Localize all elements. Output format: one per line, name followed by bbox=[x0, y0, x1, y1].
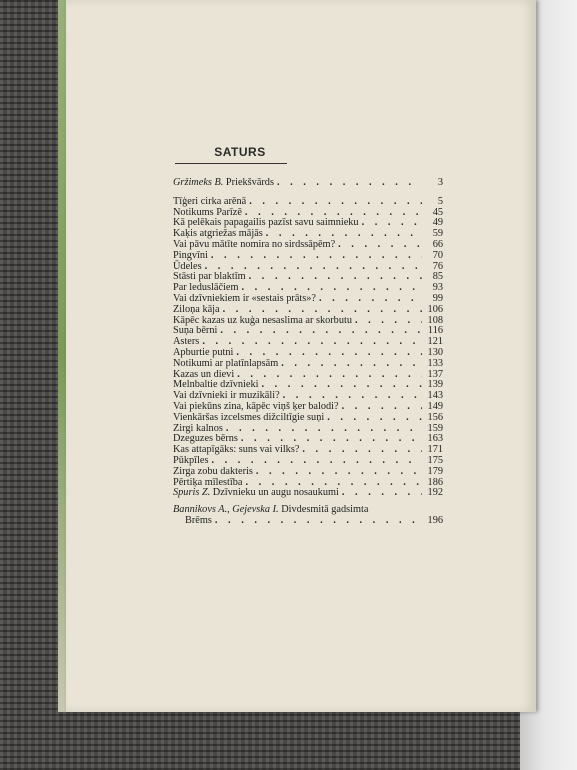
toc-heading: SATURS bbox=[214, 145, 266, 159]
toc-entry bbox=[173, 488, 443, 499]
toc-entry-title-text: Notikums Parīzē bbox=[173, 206, 242, 218]
toc-entry-title-text: Kā pelēkais papagailis pazīst savu saimnieku bbox=[173, 217, 359, 229]
toc-entry-page: 186 bbox=[427, 476, 443, 488]
toc-leader-dots bbox=[355, 316, 422, 327]
toc-leader-dots bbox=[237, 370, 422, 381]
toc-entry-page: 99 bbox=[432, 292, 443, 304]
toc-entry-page: 116 bbox=[427, 325, 443, 337]
toc-entry-title-text: Ūdeles bbox=[173, 260, 202, 272]
toc-entry-title-text: Ziloņa kāja bbox=[173, 303, 220, 315]
toc-entry-page: 49 bbox=[432, 217, 443, 229]
toc-leader-dots bbox=[342, 488, 422, 499]
toc-entry-page: 133 bbox=[427, 357, 443, 369]
toc-entry-page: 179 bbox=[427, 465, 443, 477]
toc-leader-dots bbox=[249, 197, 422, 208]
toc-entry-page: 66 bbox=[432, 238, 443, 250]
toc-leader-dots bbox=[319, 294, 422, 305]
toc-entry-title-text: Priekšvārds bbox=[225, 177, 274, 188]
toc-entry-title-text: Vai piekūns zina, kāpēc viņš ķer balodi? bbox=[173, 400, 339, 412]
toc-entry-page: 106 bbox=[427, 303, 443, 315]
toc-entry-title-text: Vai pāvu mātīte nomira no sirdssāpēm? bbox=[173, 238, 336, 250]
toc-entry-page: 3 bbox=[437, 177, 443, 188]
toc-entry-title-text: Vai dzīvnieki ir muzikāli? bbox=[173, 390, 280, 402]
toc-entry bbox=[173, 178, 443, 189]
heading-underline bbox=[175, 163, 287, 164]
toc-entry-page: 192 bbox=[427, 487, 443, 499]
toc-leader-dots bbox=[327, 413, 422, 424]
toc-entry-title-text: Kaķis atgriežas mājās bbox=[173, 228, 263, 240]
toc-entry-page: 108 bbox=[427, 314, 443, 326]
toc-entry-page: 137 bbox=[427, 368, 443, 380]
toc-entry-title-text: Tīģeri cirka arēnā bbox=[173, 195, 247, 207]
toc-entry-title-text: Notikumi ar platīnlapsām bbox=[173, 357, 279, 369]
toc-entry-title-text: Kas attapīgāks: suns vai vilks? bbox=[173, 444, 300, 456]
toc-leader-dots bbox=[342, 402, 422, 413]
toc-entry-title-text: Divdesmitā gadsimta bbox=[281, 504, 369, 516]
toc-entry-title-text: Dzīvnieku un augu nosaukumi bbox=[212, 487, 339, 499]
toc-entry-title-text: Par leduslāčiem bbox=[173, 282, 239, 294]
toc-entry-title bbox=[173, 488, 339, 499]
toc-leader-dots bbox=[362, 218, 422, 229]
toc-entry-title-text: Melnbaltie dzīvnieki bbox=[173, 379, 259, 391]
toc-entry-page: 163 bbox=[427, 433, 443, 445]
toc-entry-title-text: Zirgi kalnos bbox=[173, 422, 223, 434]
toc-entry-title-text: Asters bbox=[173, 336, 200, 348]
toc-entry-author: Gržimeks B. bbox=[173, 177, 224, 188]
toc-entry-page: 139 bbox=[427, 379, 443, 391]
toc-leader-dots bbox=[277, 178, 422, 189]
toc-entry-title-text: Kāpēc kazas uz kuģa nesaslima ar skorbutu bbox=[173, 314, 352, 326]
toc-leader-dots bbox=[256, 467, 422, 478]
toc-leader-dots bbox=[262, 380, 423, 391]
toc-entry-author: Bannikovs A., Gejevska I. bbox=[173, 504, 279, 516]
toc-entry bbox=[173, 505, 443, 516]
toc-leader-dots bbox=[211, 251, 422, 262]
toc-entry-page: 85 bbox=[432, 271, 443, 283]
toc-entry bbox=[173, 251, 443, 262]
toc-entry-title-text: Apburtie putni bbox=[173, 346, 234, 358]
toc-entry-page: 45 bbox=[432, 206, 443, 218]
toc-leader-dots bbox=[249, 272, 422, 283]
toc-entry-page: 149 bbox=[427, 400, 443, 412]
toc-entry-title-text: Pērtiķa mīlestība bbox=[173, 476, 243, 488]
toc-entry-page: 121 bbox=[427, 336, 443, 348]
toc-leader-dots bbox=[281, 359, 422, 370]
toc-entry-page: 143 bbox=[427, 390, 443, 402]
toc-entry-title-text: Zirga zobu dakteris bbox=[173, 465, 253, 477]
toc-entry-page: 76 bbox=[432, 260, 443, 272]
toc-entry bbox=[173, 326, 443, 337]
toc-entry-page: 130 bbox=[427, 346, 443, 358]
toc-entry bbox=[173, 240, 443, 251]
toc-leader-dots bbox=[302, 445, 422, 456]
toc-entry-title-text: Stāsti par blaktīm bbox=[173, 271, 246, 283]
toc-leader-dots bbox=[338, 240, 422, 251]
toc-entry-page: 159 bbox=[427, 422, 443, 434]
toc-entry-page: 5 bbox=[437, 195, 443, 207]
toc-entry-page: 175 bbox=[427, 454, 443, 466]
toc-leader-dots bbox=[226, 424, 422, 435]
toc-leader-dots bbox=[215, 516, 422, 527]
toc-entry-title-text: Vai dzīvniekiem ir «sestais prāts»? bbox=[173, 292, 316, 304]
toc-leader-dots bbox=[220, 326, 422, 337]
toc-entry-title-text: Suņa bērni bbox=[173, 325, 218, 337]
toc-entry-page: 70 bbox=[432, 249, 443, 261]
toc-leader-dots bbox=[202, 337, 422, 348]
toc-entry-title bbox=[173, 178, 274, 189]
toc-entry-author: Spuris Z. bbox=[173, 487, 211, 499]
toc-entry-page: 196 bbox=[427, 514, 443, 526]
toc-entry-page: 171 bbox=[427, 444, 443, 456]
toc-entry-page: 93 bbox=[432, 282, 443, 294]
toc-entry-title-text: Dzeguzes bērns bbox=[173, 433, 238, 445]
toc-entry bbox=[173, 516, 443, 527]
toc-entry-title-text: Kazas un dievi bbox=[173, 368, 235, 380]
toc-entry-title-text: Pingvīni bbox=[173, 249, 208, 261]
toc-entry-page: 59 bbox=[432, 228, 443, 240]
toc-entry-title-text: Brēms bbox=[185, 514, 212, 526]
table-of-contents bbox=[173, 178, 443, 527]
toc-entry-title-text: Pūkpīles bbox=[173, 454, 209, 466]
toc-entry bbox=[173, 445, 443, 456]
toc-entry-page: 156 bbox=[427, 411, 443, 423]
toc-entry-title-text: Vienkāršas izcelsmes dižciltīgie suņi bbox=[173, 411, 325, 423]
